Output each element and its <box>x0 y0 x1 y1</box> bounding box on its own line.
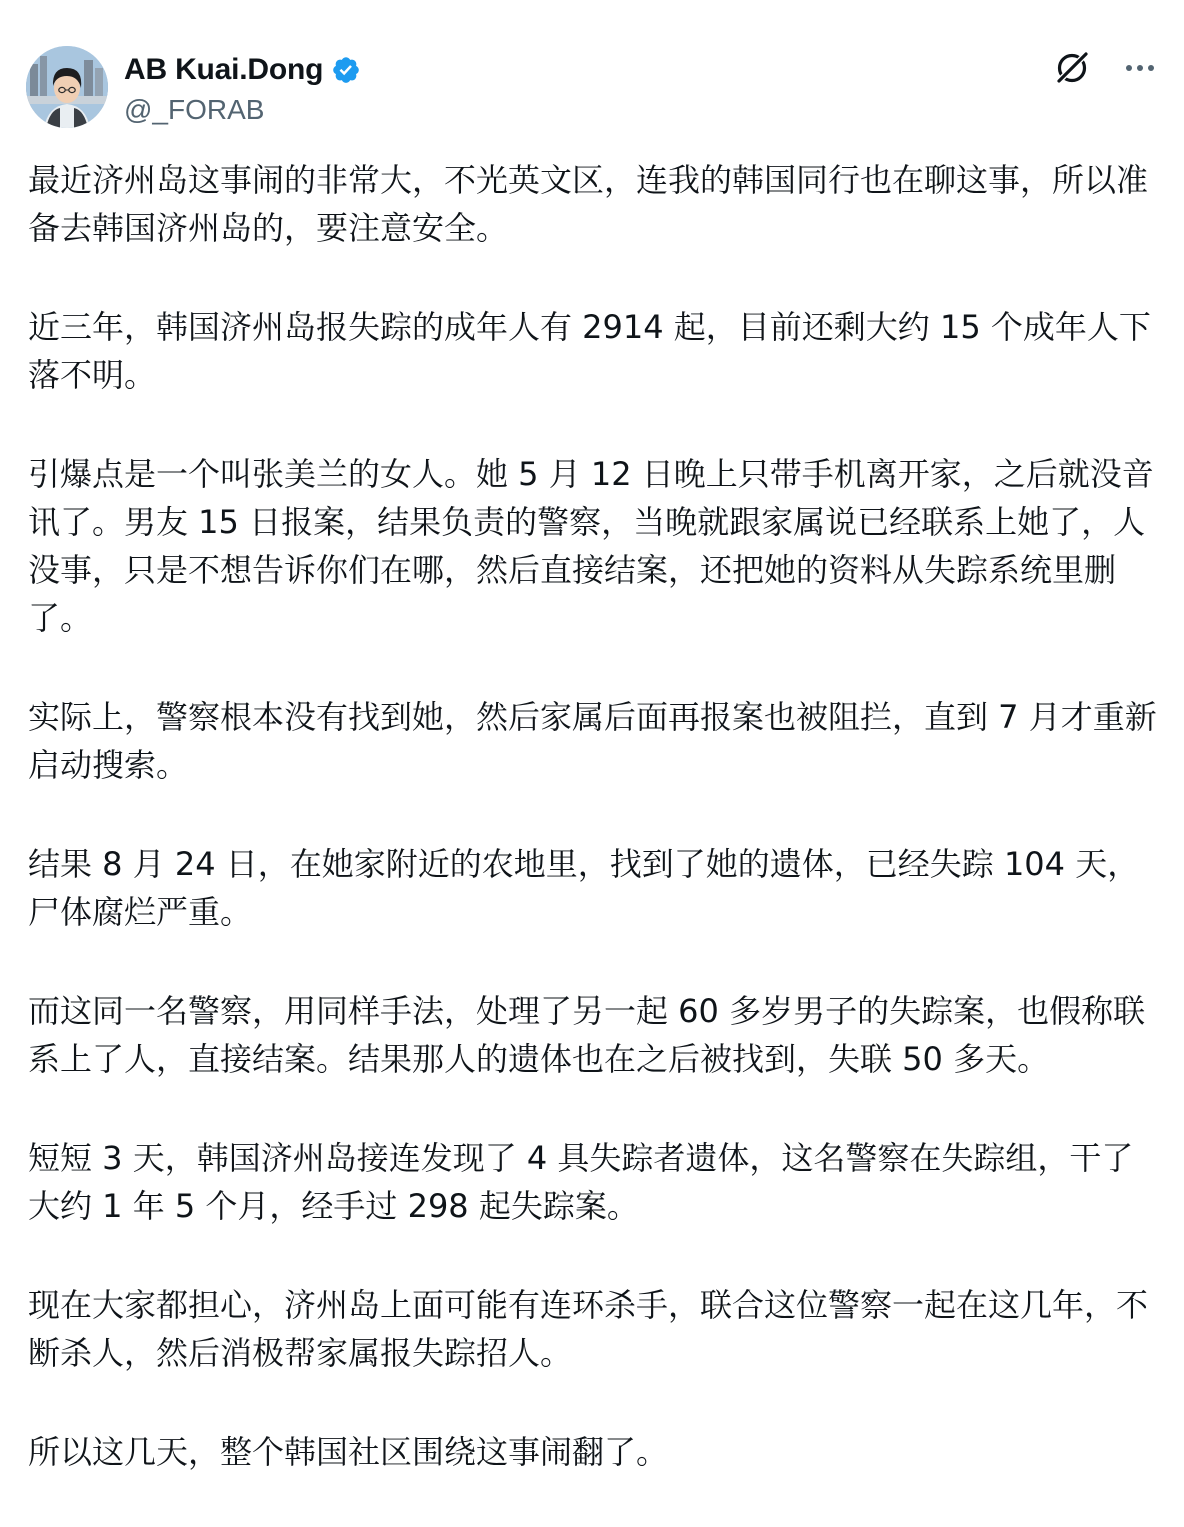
post-paragraph-3: 引爆点是一个叫张美兰的女人。她 5 月 12 日晚上只带手机离开家，之后就没音讯了。男友 15 日报案，结果负责的警察，当晚就跟家属说已经联系上她了，人没事，只是不想告诉你们在哪，然后直接结案，还把她的资料从失踪系统里删了。 <box>28 455 1154 637</box>
author-handle[interactable]: @_FORAB <box>124 94 265 125</box>
post-paragraph-7: 短短 3 天，韩国济州岛接连发现了 4 具失踪者遗体，这名警察在失踪组，干了大约 1 年 5 个月，经手过 298 起失踪案。 <box>28 1139 1134 1225</box>
verified-badge-icon[interactable] <box>331 55 361 85</box>
avatar[interactable] <box>26 46 108 128</box>
user-avatar-photo <box>26 46 108 128</box>
author-name-row <box>124 50 361 90</box>
post-paragraph-6: 而这同一名警察，用同样手法，处理了另一起 60 多岁男子的失踪案，也假称联系上了人，直接结案。结果那人的遗体也在之后被找到，失联 50 多天。 <box>28 992 1146 1078</box>
more-horizontal-icon[interactable] <box>1122 50 1158 86</box>
post-paragraph-1: 最近济州岛这事闹的非常大，不光英文区，连我的韩国同行也在聊这事，所以准备去韩国济州岛的，要注意安全。 <box>28 161 1149 247</box>
post-paragraph-2: 近三年，韩国济州岛报失踪的成年人有 2914 起，目前还剩大约 15 个成年人下落不明。 <box>28 308 1151 394</box>
post-text <box>28 156 1158 1527</box>
author-display-name[interactable]: AB Kuai.Dong <box>124 53 324 86</box>
post-paragraph-8: 现在大家都担心，济州岛上面可能有连环杀手，联合这位警察一起在这几年，不断杀人，然后消极帮家属报失踪招人。 <box>28 1286 1149 1372</box>
post-paragraph-5: 结果 8 月 24 日，在她家附近的农地里，找到了她的遗体，已经失踪 104 天，尸体腐烂严重。 <box>28 845 1140 931</box>
grok-icon[interactable] <box>1052 48 1092 88</box>
post-paragraph-4: 实际上，警察根本没有找到她，然后家属后面再报案也被阻拦，直到 7 月才重新启动搜索。 <box>28 698 1157 784</box>
post-header-actions <box>1052 48 1158 88</box>
author-info <box>124 50 361 126</box>
post-paragraph-9: 所以这几天，整个韩国社区围绕这事闹翻了。 <box>28 1433 669 1471</box>
post-header <box>26 46 1158 130</box>
